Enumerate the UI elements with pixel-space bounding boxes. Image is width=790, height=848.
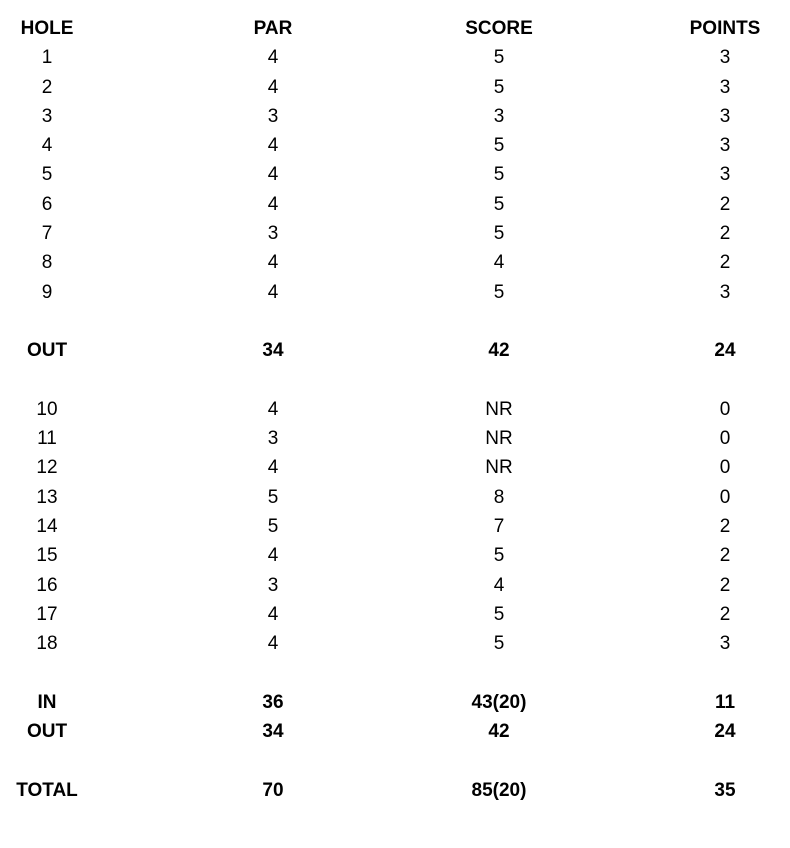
score-cell: 3 (493, 105, 505, 127)
table-row (0, 219, 790, 248)
score-cell: 7 (493, 516, 505, 538)
table-row (0, 190, 790, 219)
table-row (0, 571, 790, 600)
par-cell: 4 (267, 545, 279, 567)
hole-cell: 15 (36, 545, 58, 567)
scorecard-table (0, 14, 790, 805)
points-cell: 2 (719, 574, 731, 596)
table-row (0, 131, 790, 160)
par-cell: 4 (267, 603, 279, 625)
points-cell: 2 (719, 193, 731, 215)
grand-total-row (0, 776, 790, 805)
hole-cell: 7 (41, 223, 53, 245)
score-cell: 5 (493, 164, 505, 186)
out-total-row (0, 336, 790, 365)
points-cell: 0 (719, 486, 731, 508)
score-cell: 5 (493, 603, 505, 625)
points-cell: 3 (719, 633, 731, 655)
hole-cell: 3 (41, 105, 53, 127)
par-cell: 4 (267, 398, 279, 420)
header-par: PAR (253, 18, 293, 39)
par-cell: 3 (267, 428, 279, 450)
table-row (0, 43, 790, 72)
score-cell: 4 (493, 574, 505, 596)
hole-cell: 4 (41, 135, 53, 157)
hole-cell: 11 (37, 428, 57, 450)
out-repeat-par: 34 (262, 721, 284, 743)
par-cell: 5 (267, 486, 279, 508)
header-row (0, 14, 790, 43)
par-cell: 4 (267, 457, 279, 479)
score-cell: 5 (493, 633, 505, 655)
total-par: 70 (262, 779, 284, 801)
hole-cell: 18 (36, 633, 58, 655)
in-label: IN (37, 691, 57, 713)
total-label: TOTAL (16, 779, 78, 801)
points-cell: 2 (719, 603, 731, 625)
score-cell: 5 (493, 545, 505, 567)
par-cell: 4 (267, 193, 279, 215)
header-points: POINTS (689, 18, 761, 39)
table-row (0, 483, 790, 512)
spacer-row (0, 659, 790, 688)
par-cell: 4 (267, 135, 279, 157)
out-total-repeat-row (0, 717, 790, 746)
score-cell: 5 (493, 281, 505, 303)
table-row (0, 629, 790, 658)
par-cell: 4 (267, 76, 279, 98)
table-row (0, 395, 790, 424)
in-points: 11 (714, 691, 736, 713)
par-cell: 3 (267, 574, 279, 596)
out-par: 34 (262, 340, 284, 362)
par-cell: 5 (267, 516, 279, 538)
points-cell: 3 (719, 105, 731, 127)
score-cell: 5 (493, 135, 505, 157)
hole-cell: 2 (41, 76, 53, 98)
out-label: OUT (26, 340, 68, 362)
score-cell: 5 (493, 47, 505, 69)
table-row (0, 600, 790, 629)
in-total-row (0, 688, 790, 717)
table-row (0, 512, 790, 541)
total-score: 85(20) (471, 779, 527, 801)
hole-cell: 1 (41, 47, 53, 69)
points-cell: 3 (719, 47, 731, 69)
hole-cell: 8 (41, 252, 53, 274)
par-cell: 4 (267, 252, 279, 274)
points-cell: 0 (719, 428, 731, 450)
header-score: SCORE (465, 18, 533, 39)
table-row (0, 424, 790, 453)
points-cell: 0 (719, 398, 731, 420)
hole-cell: 12 (36, 457, 58, 479)
par-cell: 4 (267, 47, 279, 69)
table-row (0, 73, 790, 102)
par-cell: 4 (267, 633, 279, 655)
table-row (0, 248, 790, 277)
score-cell: 4 (493, 252, 505, 274)
par-cell: 4 (267, 281, 279, 303)
out-repeat-points: 24 (714, 721, 736, 743)
hole-cell: 16 (36, 574, 58, 596)
points-cell: 2 (719, 252, 731, 274)
par-cell: 3 (267, 223, 279, 245)
table-row (0, 278, 790, 307)
score-cell: 5 (493, 76, 505, 98)
in-score: 43(20) (471, 691, 527, 713)
score-cell: NR (485, 398, 513, 420)
out-repeat-label: OUT (26, 721, 68, 743)
points-cell: 2 (719, 545, 731, 567)
score-cell: 8 (493, 486, 505, 508)
hole-cell: 10 (36, 398, 58, 420)
points-cell: 3 (719, 164, 731, 186)
points-cell: 3 (719, 76, 731, 98)
hole-cell: 14 (36, 516, 58, 538)
points-cell: 3 (719, 135, 731, 157)
hole-cell: 5 (41, 164, 53, 186)
score-cell: 5 (493, 193, 505, 215)
points-cell: 3 (719, 281, 731, 303)
hole-cell: 6 (41, 193, 53, 215)
spacer-row (0, 307, 790, 336)
out-score: 42 (488, 340, 510, 362)
table-row (0, 160, 790, 189)
total-points: 35 (714, 779, 736, 801)
spacer-row (0, 366, 790, 395)
table-row (0, 453, 790, 482)
hole-cell: 13 (36, 486, 58, 508)
points-cell: 2 (719, 516, 731, 538)
hole-cell: 17 (36, 603, 58, 625)
score-cell: 5 (493, 223, 505, 245)
header-hole: HOLE (20, 18, 74, 39)
points-cell: 2 (719, 223, 731, 245)
score-cell: NR (485, 457, 513, 479)
spacer-row (0, 746, 790, 775)
out-repeat-score: 42 (488, 721, 510, 743)
par-cell: 4 (267, 164, 279, 186)
table-row (0, 541, 790, 570)
score-cell: NR (485, 428, 513, 450)
par-cell: 3 (267, 105, 279, 127)
points-cell: 0 (719, 457, 731, 479)
hole-cell: 9 (41, 281, 53, 303)
out-points: 24 (714, 340, 736, 362)
in-par: 36 (262, 691, 284, 713)
table-row (0, 102, 790, 131)
